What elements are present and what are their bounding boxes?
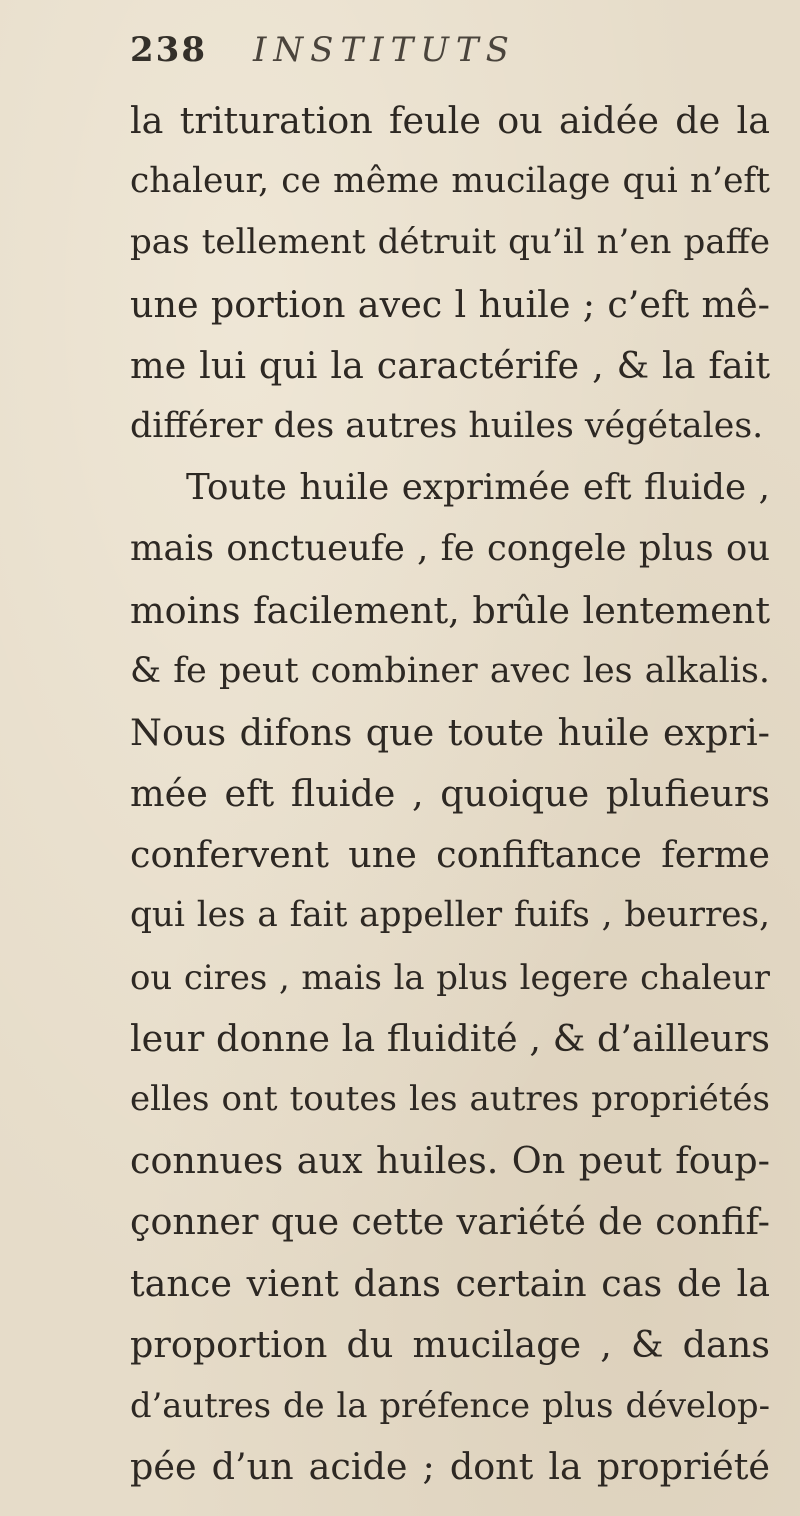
text-line: différer des autres huiles végétales. (130, 405, 764, 446)
paragraph-start-line: Toute huile exprimée eft fluide , (186, 467, 770, 509)
text-line: confervent une confiftance ferme (130, 833, 770, 877)
page-number: 238 (130, 30, 207, 70)
text-line: chaleur, ce même mucilage qui n’eft (130, 161, 770, 202)
text-line: d’autres de la préfence plus dévelop- (130, 1385, 770, 1425)
running-title: INSTITUTS (252, 30, 516, 70)
text-line: ou cires , mais la plus legere chaleur (130, 957, 770, 997)
running-head (130, 30, 690, 86)
text-line: leur donne la fluidité , & d’ailleurs (130, 1016, 770, 1060)
text-line: çonner que cette variété de confif- (130, 1200, 770, 1244)
text-line: tance vient dans certain cas de la (130, 1261, 770, 1305)
text-line: une portion avec l huile ; c’eft mê- (130, 282, 770, 326)
text-line: & fe peut combiner avec les alkalis. (130, 650, 770, 691)
body-text (130, 90, 770, 1497)
text-line: pée d’un acide ; dont la propriété (130, 1445, 770, 1489)
text-line: connues aux huiles. On peut foup- (130, 1139, 770, 1183)
text-line: la trituration feule ou aidée de la (130, 99, 770, 142)
text-line: me lui qui la caractérife , & la fait (130, 343, 770, 387)
text-line: Nous difons que toute huile expri- (130, 710, 770, 754)
text-line: mais onctueufe , fe congele plus ou (130, 528, 770, 570)
text-line: mée eft fluide , quoique plufieurs (130, 772, 770, 816)
text-line: elles ont toutes les autres propriétés (130, 1079, 770, 1119)
text-line: qui les a fait appeller fuifs , beurres, (130, 895, 770, 936)
text-line: pas tellement détruit qu’il n’en paffe (130, 222, 770, 263)
text-line: proportion du mucilage , & dans (130, 1322, 770, 1366)
text-line: moins facilement, brûle lentement (130, 588, 770, 632)
